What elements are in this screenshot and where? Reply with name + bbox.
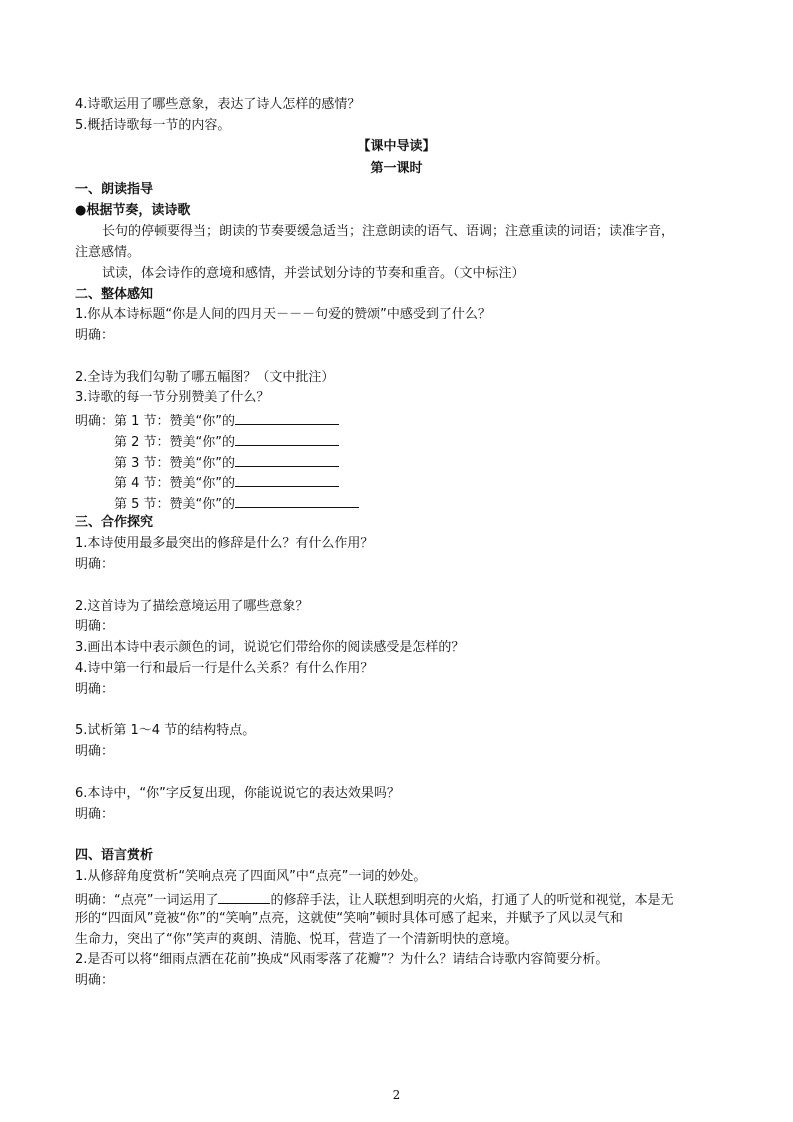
section-title: 【课中导读】	[357, 139, 436, 154]
heading-language: 四、语言赏析	[75, 848, 154, 863]
preview-question-5: 5.概括诗歌每一节的内容。	[75, 118, 231, 133]
answer-label: 明确：	[75, 682, 115, 697]
reading-tip-try: 试读，体会诗作的意境和感情，并尝试划分诗的节奏和重音。（文中标注）	[102, 266, 525, 281]
preview-question-4: 4.诗歌运用了哪些意象，表达了诗人怎样的感情？	[75, 97, 361, 112]
coop-question-6: 6.本诗中，“你”字反复出现，你能说说它的表达效果吗？	[75, 786, 400, 801]
verse-3-line	[114, 452, 339, 470]
lang-answer-1-line1	[75, 889, 674, 907]
lang-question-2: 2.是否可以将“细雨点洒在花前”换成“风雨零落了花瓣”？为什么？请结合诗歌内容简要分析。	[75, 952, 609, 967]
heading-cooperative: 三、合作探究	[75, 515, 154, 530]
answer-text: 明确：“点亮”一词运用了	[75, 893, 219, 908]
lang-question-1: 1.从修辞角度赏析“笑响点亮了四面风”中“点亮”一词的妙处。	[75, 869, 427, 884]
reading-tip-line1: 长句的停顿要得当；朗读的节奏要缓急适当；注意朗读的语气、语调；注意重读的词语；读准字音，	[102, 224, 675, 239]
reading-tip-line2: 注意感情。	[75, 245, 141, 260]
verse-1-line	[75, 410, 339, 428]
answer-label: 明确：	[75, 973, 115, 988]
coop-question-1: 1.本诗使用最多最突出的修辞是什么？有什么作用？	[75, 536, 374, 551]
fill-blank[interactable]	[235, 452, 339, 467]
heading-reading-guide: 一、朗读指导	[75, 182, 154, 197]
answer-label: 明确：	[75, 807, 115, 822]
answer-label: 明确：	[75, 328, 115, 343]
verse-5-line	[114, 493, 359, 511]
coop-question-3: 3.画出本诗中表示颜色的词，说说它们带给你的阅读感受是怎样的？	[75, 640, 465, 655]
answer-label: 明确：	[75, 619, 115, 634]
fill-blank[interactable]	[235, 493, 359, 508]
overall-question-1: 1.你从本诗标题“你是人间的四月天－－－句爱的赞颂”中感受到了什么？	[75, 307, 491, 322]
answer-label: 明确：	[75, 557, 115, 572]
verse-1-label: 明确：第 1 节：赞美“你”的	[75, 414, 236, 429]
answer-label: 明确：	[75, 744, 115, 759]
coop-question-4: 4.诗中第一行和最后一行是什么关系？有什么作用？	[75, 661, 374, 676]
bullet-rhythm: ●根据节奏，读诗歌	[75, 203, 191, 218]
fill-blank[interactable]	[235, 472, 339, 487]
lang-answer-1-line2: 形的“四面风”竟被“你”的“笑响”点亮，这就使“笑响”顿时具体可感了起来，并赋予了风以灵气和	[75, 911, 623, 926]
coop-question-2: 2.这首诗为了描绘意境运用了哪些意象？	[75, 599, 309, 614]
verse-5-label: 第 5 节：赞美“你”的	[114, 497, 236, 512]
lang-answer-1-line3: 生命力，突出了“你”笑声的爽朗、清脆、悦耳，营造了一个清新明快的意境。	[75, 932, 518, 947]
verse-4-label: 第 4 节：赞美“你”的	[114, 476, 236, 491]
fill-blank[interactable]	[235, 431, 339, 446]
lesson-subtitle: 第一课时	[370, 161, 423, 176]
verse-2-line	[114, 431, 339, 449]
page-number: 2	[392, 1088, 401, 1102]
verse-4-line	[114, 472, 339, 490]
heading-overall: 二、整体感知	[75, 287, 154, 302]
verse-2-label: 第 2 节：赞美“你”的	[114, 435, 236, 450]
coop-question-5: 5.试析第 1～4 节的结构特点。	[75, 723, 256, 738]
fill-blank[interactable]	[218, 889, 270, 904]
verse-3-label: 第 3 节：赞美“你”的	[114, 456, 236, 471]
fill-blank[interactable]	[235, 410, 339, 425]
overall-question-3: 3.诗歌的每一节分别赞美了什么？	[75, 390, 270, 405]
overall-question-2: 2.全诗为我们勾勒了哪五幅图？（文中批注）	[75, 370, 335, 385]
answer-text: 的修辞手法，让人联想到明亮的火焰，打通了人的听觉和视觉，本是无	[270, 893, 674, 908]
